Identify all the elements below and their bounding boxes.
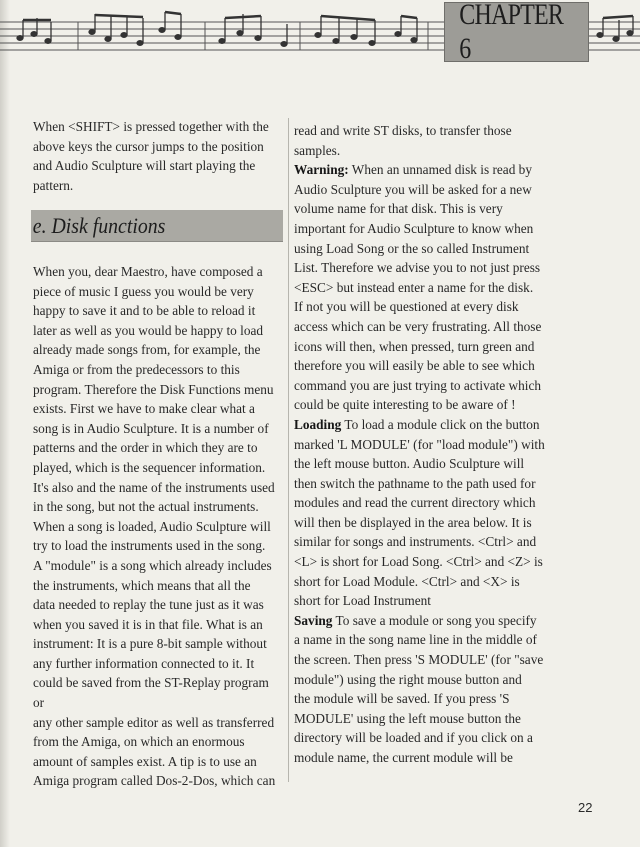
saving-label: Saving: [294, 612, 333, 628]
chapter-title: CHAPTER 6: [459, 0, 564, 65]
section-heading-bar: [31, 210, 283, 242]
loading-label: Loading: [294, 416, 342, 432]
disk-functions-paragraph: When you, dear Maestro, have composed a piece of music I guess you would be very happy to save it and to be able to reload it later as well as you would be happy to load already made songs from, for example, the Amiga or from the predecessors to this program. Therefore the Disk Functions menu exists. First we have to make clear what a song is in Audio Sculpture. It is a number of patterns and the order in which they are to played, which is the sequencer information. It's also and the name of the instruments used in the song, but not the actual instruments. When a song is loaded, Audio Sculpture will try to load the instruments used in the song. A "module" is a song which already includes the instruments, which means that all the data needed to replay the tune just as it was when you saved it is in that file. What is an instrument: It is a pure 8-bit sample without any further information connected to it. It could be saved from the ST-Replay program or any other sample editor as well as transferred from the Amiga, on which an enormous amount of samples exist. A tip is to use an Amiga program called Dos-2-Dos, which can: [33, 264, 276, 789]
shift-key-paragraph: When <SHIFT> is pressed together with the above keys the cursor jumps to the position and Audio Sculpture will start playing the pattern.: [33, 119, 269, 193]
loading-paragraph: To load a module click on the button marked 'L MODULE' (for "load module") with the left mouse button. Audio Sculpture will then switch the pathname to the path used for modules and read the current directory which will then be displayed in the area below. It is similar for songs and instruments. <Ctrl> and <L> is short for Load Song. <Ctrl> and <Z> is short for Load Module. <Ctrl> and <X> is short for Load Instrument: [294, 416, 545, 609]
saving-paragraph: To save a module or song you specify a name in the song name line in the middle of the screen. Then press 'S MODULE' (for "save module") using the right mouse button and the module will be saved. If you press 'S MODULE' using the left mouse button the directory will be loaded and if you click on a module name, the current module will be: [294, 612, 544, 765]
warning-label: Warning:: [294, 162, 349, 178]
section-title: e. Disk functions: [32, 212, 166, 238]
chapter-heading-box: [444, 0, 589, 65]
column-divider: [288, 118, 289, 782]
page-number: 22: [578, 800, 593, 815]
warning-paragraph: When an unnamed disk is read by Audio Sculpture you will be asked for a new volume name for that disk. This is very important for Audio Sculpture to know when using Load Song or the so called Instrument List. Therefore we advise you to not just press <ESC> but instead enter a name for the disk. If not you will be questioned at every disk access which can be very frustrating. All those icons will then, when pressed, turn green and therefore you will easily be able to see which command you are just trying to activate which could be quite interesting to be aware of !: [294, 162, 542, 413]
right-column-text: [294, 121, 552, 768]
page-edge-shadow: [0, 0, 10, 847]
intro-paragraph: read and write ST disks, to transfer those samples.: [294, 123, 512, 158]
